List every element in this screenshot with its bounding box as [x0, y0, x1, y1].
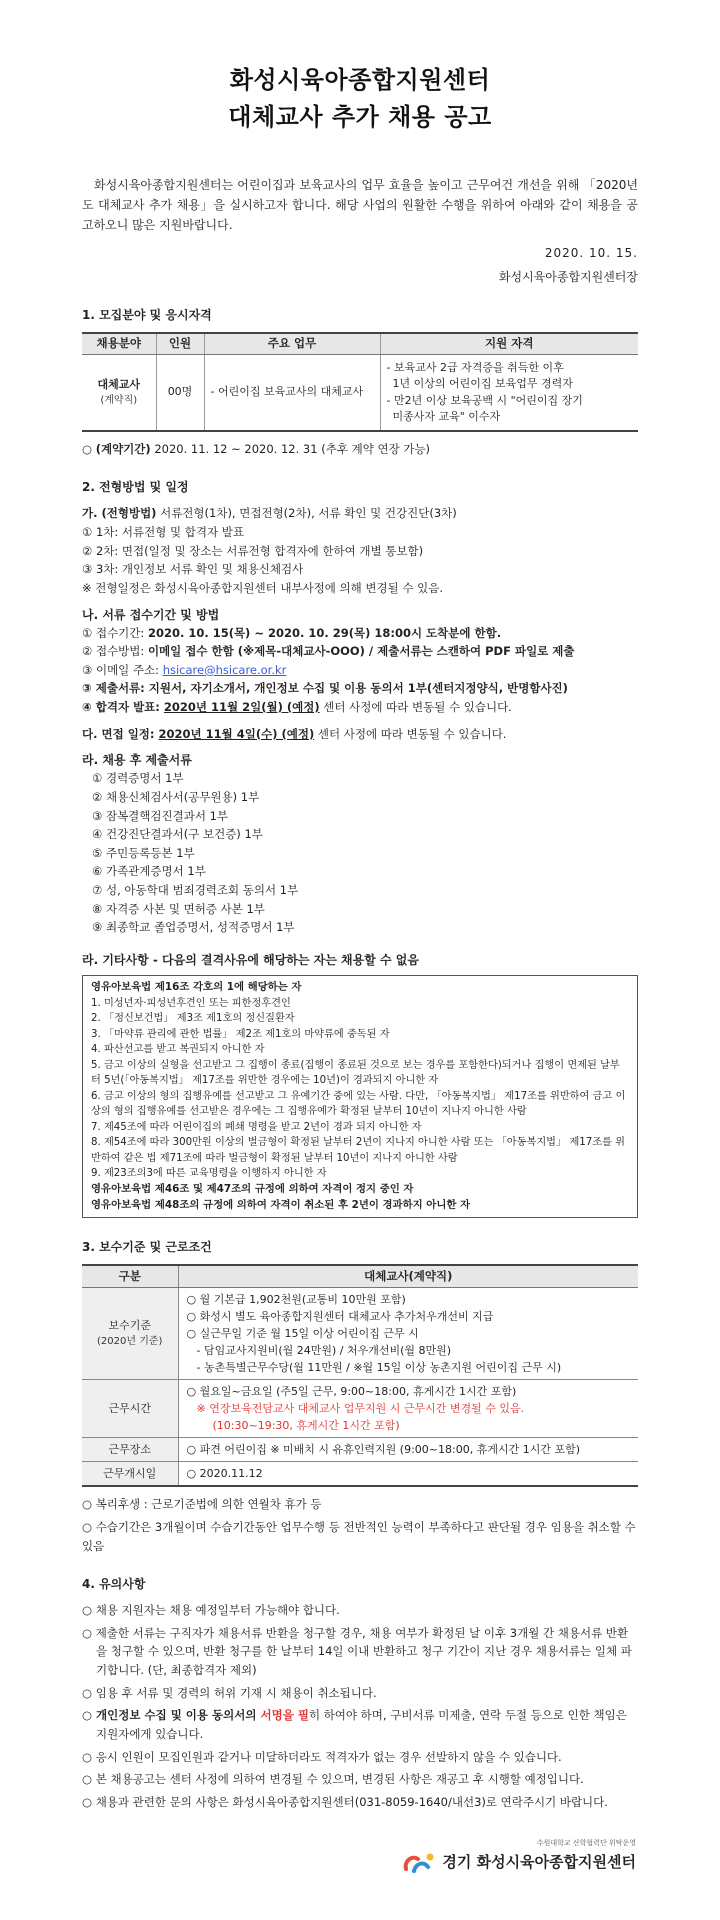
col-field-header: 채용분야	[82, 333, 156, 355]
consent-rest: 히 하여야 하며, 구비서류 미제출, 연락 두절 등으로 인한 책임은 지원자에게 있습니다.	[96, 1708, 627, 1741]
list-item: 3. 「마약류 관리에 관한 법률」 제2조 제1호의 마약류에 중독된 자	[91, 1028, 390, 1040]
contract-text: 2020. 11. 12 ~ 2020. 12. 31 (추후 계약 연장 가능)	[154, 441, 431, 456]
email-link[interactable]: hsicare@hsicare.or.kr	[162, 662, 287, 677]
application-period	[82, 624, 638, 643]
selection-method-label: 가. (전형방법)	[82, 506, 157, 521]
section1-title: 1. 모집분야 및 응시자격	[82, 307, 212, 322]
list-item: 4. 파산선고를 받고 복권되지 아니한 자	[91, 1044, 265, 1056]
col-qual-header: 지원 자격	[380, 333, 638, 355]
list-item: ⑤ 주민등록등본 1부	[92, 845, 195, 860]
field-value: 대체교사	[97, 377, 140, 391]
col-duty-header: 주요 업무	[204, 333, 380, 355]
qual-line: - 보육교사 2급 자격증을 취득한 이후	[386, 360, 564, 374]
pay-line: ○ 월 기본급 1,902천원(교통비 10만원 포함)	[186, 1292, 406, 1306]
hours-line: ○ 월요일~금요일 (주5일 근무, 9:00~18:00, 휴게시간 1시간 포함)	[186, 1385, 517, 1399]
consent-red: 서명을 필	[260, 1708, 309, 1723]
list-item: ⑧ 자격증 사본 및 면허증 사본 1부	[92, 901, 265, 916]
list-item: ⑥ 가족관계증명서 1부	[92, 864, 206, 879]
pay-line: ○ 실근무일 기준 월 15일 이상 어린이집 근무 시	[186, 1326, 419, 1340]
application-subtitle: 나. 서류 접수기간 및 방법	[82, 607, 220, 622]
list-item: 6. 금고 이상의 형의 집행유예를 선고받고 그 유예기간 중에 있는 사람. 다만, 「아동복지법」 제17조를 위반하여 금고 이상의 형의 집행유예를 선고받은 경우에는 그 집행유예가 확정된 날부터 10년이 지나지 아니한 사람	[91, 1090, 626, 1118]
application-period-value: 2020. 10. 15(목) ~ 2020. 10. 29(목) 18:00시 도착분에 한함.	[147, 625, 502, 640]
notice-date: 2020. 10. 15.	[544, 245, 638, 260]
conditions-table	[82, 1264, 638, 1487]
start-cell: ○ 2020.11.12	[178, 1462, 638, 1487]
field-cell	[82, 355, 156, 431]
list-item: ○ 임용 후 서류 및 경력의 허위 기재 시 채용이 취소됩니다.	[82, 1685, 377, 1700]
interview-label: 다. 면접 일정:	[82, 726, 159, 741]
contract-bullet: ○	[82, 441, 96, 456]
disqualification-title: 라. 기타사항 - 다음의 결격사유에 해당하는 자는 채용할 수 없음	[82, 952, 419, 967]
email-label: ③ 이메일 주소:	[82, 662, 163, 677]
list-item: ○ 제출한 서류는 구직자가 채용서류 반환을 청구할 경우, 채용 여부가 확정된 날 이후 3개월 간 채용서류 반환을 청구할 수 있으며, 반환 청구를 한 날부터 14일 이내 반환하고 청구 기간이 지난 경우 채용서류는 일체 파기합니다. (단, 최종합격자 제외)	[82, 1625, 632, 1678]
col-category-header: 구분	[82, 1265, 178, 1287]
duty-cell: - 어린이집 보육교사의 대체교사	[204, 355, 380, 431]
list-item: 8. 제54조에 따라 300만원 이상의 벌금형이 확정된 날부터 2년이 지나지 아니한 사람 또는 「아동복지법」 제17조를 위반하여 같은 법 제71조에 따라 벌금형이 확정된 날부터 10년이 지나지 아니한 사람	[91, 1137, 626, 1164]
application-period-label: ① 접수기간:	[82, 625, 148, 640]
list-item: 5. 금고 이상의 실형을 선고받고 그 집행이 종료(집행이 종료된 것으로 보는 경우를 포함한다)되거나 집행이 면제된 날부터 5년(「아동복지법」 제17조를 위반한 경우에는 10년)이 경과되지 아니한 자	[91, 1059, 620, 1087]
box-tail: 영유아보육법 제46조 및 제47조의 규정에 의하여 자격이 정지 중인 자	[91, 1182, 414, 1195]
col-teacher-header: 대체교사(계약직)	[178, 1265, 638, 1287]
list-item	[82, 1706, 638, 1743]
footer-logo	[402, 1838, 636, 1875]
hours-note-red: ※ 연장보육전담교사 대체교사 업무지원 시 근무시간 변경될 수 있음.	[196, 1402, 525, 1416]
list-item: 7. 제45조에 따라 어린이집의 폐쇄 명령을 받고 2년이 경과 되지 아니한 자	[91, 1121, 422, 1133]
hours-head: 근무시간	[82, 1380, 178, 1438]
table-row	[82, 1462, 638, 1487]
list-item: ② 2차: 면접(일정 및 장소는 서류전형 합격자에 한하여 개별 통보함)	[82, 543, 424, 558]
pay-head-cell	[82, 1287, 178, 1379]
list-item: ○ 응시 인원이 모집인원과 같거나 미달하더라도 적격자가 없는 경우 선발하지 않을 수 있습니다.	[82, 1749, 562, 1764]
list-item: ※ 전형일정은 화성시육아종합지원센터 내부사정에 의해 변경될 수 있음.	[82, 580, 444, 595]
qualification-cell	[380, 355, 638, 431]
place-head: 근무장소	[82, 1438, 178, 1462]
pay-cell	[178, 1287, 638, 1379]
selection-method	[82, 504, 638, 523]
section4-title: 4. 유의사항	[82, 1577, 146, 1592]
contract-period	[82, 440, 638, 459]
footer-operator: 수원대학교 산학협력단 위탁운영	[536, 1839, 636, 1847]
post-hire-docs-title: 라. 채용 후 제출서류	[82, 753, 192, 768]
start-head: 근무개시일	[82, 1462, 178, 1487]
list-item: ④ 건강진단결과서(구 보건증) 1부	[92, 827, 263, 842]
selection-method-text: 서류전형(1차), 면접전형(2차), 서류 확인 및 건강진단(3차)	[160, 506, 457, 521]
qual-line: - 만2년 이상 보육공백 시 "어린이집 장기	[386, 393, 583, 407]
footer-brand	[402, 1851, 636, 1875]
place-cell: ○ 파견 어린이집 ※ 미배치 시 유휴인력지원 (9:00~18:00, 휴게시간 1시간 포함)	[178, 1438, 638, 1462]
page-title-notice: 대체교사 추가 채용 공고	[228, 103, 492, 132]
list-item: ③ 잠복결핵검진결과서 1부	[92, 808, 229, 823]
contract-label: (계약기간)	[95, 441, 151, 456]
intro-paragraph: 화성시육아종합지원센터는 어린이집과 보육교사의 업무 효율을 높이고 근무여건 개선을 위해 「2020년도 대체교사 추가 채용」을 실시하고자 합니다. 해당 사업의 원활한 수행을 위하여 아래와 같이 채용을 공고하오니 많은 지원바랍니다.	[82, 178, 638, 232]
hours-cell	[178, 1380, 638, 1438]
col-count-header: 인원	[156, 333, 204, 355]
consent-bold: ○ 개인정보 수집 및 이용 동의서의	[82, 1708, 261, 1723]
pay-line: - 농촌특별근무수당(월 11만원 / ※월 15일 이상 농촌지원 어린이집 근무 시)	[196, 1361, 562, 1375]
section3-title: 3. 보수기준 및 근로조건	[82, 1240, 212, 1255]
count-cell: 00명	[156, 355, 204, 431]
title-block	[82, 0, 638, 136]
list-item: ① 경력증명서 1부	[92, 771, 184, 786]
center-logo-icon	[402, 1851, 436, 1875]
result-announcement	[82, 698, 638, 717]
recruitment-table	[82, 332, 638, 432]
table-row	[82, 1287, 638, 1379]
list-item: ② 채용신체검사서(공무원용) 1부	[92, 789, 260, 804]
application-email	[82, 661, 638, 680]
post-hire-docs-list	[82, 769, 638, 937]
box-tail: 영유아보육법 제48조의 규정에 의하여 자격이 취소된 후 2년이 경과하지 아니한 자	[91, 1198, 471, 1211]
list-item: ① 1차: 서류전형 및 합격자 발표	[82, 525, 244, 540]
list-item: 1. 미성년자·피성년후견인 또는 피한정후견인	[91, 997, 291, 1009]
welfare-note: ○ 복리후생 : 근로기준법에 의한 연월차 휴가 등	[82, 1497, 322, 1512]
list-item: ○ 채용과 관련한 문의 사항은 화성시육아종합지원센터(031-8059-1640/내선3)로 연락주시기 바랍니다.	[82, 1794, 608, 1809]
result-label: ④ 합격자 발표:	[82, 700, 164, 715]
pay-head-sub: (2020년 기준)	[97, 1336, 163, 1348]
list-item: ⑦ 성, 아동학대 범죄경력조회 동의서 1부	[92, 883, 299, 898]
pay-line: ○ 화성시 별도 육아종합지원센터 대체교사 추가처우개선비 지급	[186, 1309, 494, 1323]
pay-line: - 담임교사지원비(월 24만원) / 처우개선비(월 8만원)	[196, 1343, 452, 1357]
notice-signer: 화성시육아종합지원센터장	[498, 269, 638, 284]
disqualification-box	[82, 975, 638, 1218]
qual-line: 미종사자 교육" 이수자	[392, 410, 501, 424]
section2-title: 2. 전형방법 및 일정	[82, 480, 189, 495]
interview-note: 센터 사정에 따라 변동될 수 있습니다.	[314, 726, 507, 741]
box-heading: 영유아보육법 제16조 각호의 1에 해당하는 자	[91, 980, 302, 993]
list-item: 2. 「정신보건법」 제3조 제1호의 정신질환자	[91, 1013, 295, 1025]
list-item: ○ 채용 지원자는 채용 예정일부터 가능해야 합니다.	[82, 1603, 340, 1618]
interview-date: 2020년 11월 4일(수) (예정)	[158, 726, 315, 741]
table-row	[82, 355, 638, 431]
pay-head: 보수기준	[108, 1319, 151, 1333]
list-item: ③ 3차: 개인정보 서류 확인 및 채용신체검사	[82, 562, 304, 577]
result-note: 센터 사정에 따라 변동될 수 있습니다.	[319, 700, 512, 715]
probation-note: ○ 수습기간은 3개월이며 수습기간동안 업무수행 등 전반적인 능력이 부족하다고 판단될 경우 임용을 취소할 수 있음	[82, 1519, 636, 1553]
hours-note-red: (10:30~19:30, 휴게시간 1시간 포함)	[212, 1419, 400, 1433]
application-method-value: 이메일 접수 한함 (※제목-대체교사-OOO) / 제출서류는 스캔하여 PDF 파일로 제출	[147, 644, 575, 659]
field-subtext: (계약직)	[100, 395, 138, 407]
table-row	[82, 1438, 638, 1462]
table-row	[82, 1380, 638, 1438]
result-date: 2020년 11월 2일(월) (예정)	[163, 700, 320, 715]
list-item: 9. 제23조의3에 따른 교육명령을 이행하지 아니한 자	[91, 1168, 327, 1180]
qual-line: 1년 이상의 어린이집 보육업무 경력자	[392, 377, 573, 391]
required-documents: ③ 제출서류: 지원서, 자기소개서, 개인정보 수집 및 이용 동의서 1부(센터지정양식, 반명함사진)	[82, 681, 568, 696]
list-item: ⑨ 최종학교 졸업증명서, 성적증명서 1부	[92, 920, 295, 935]
list-item: ○ 본 채용공고는 센터 사정에 의하여 변경될 수 있으며, 변경된 사항은 재공고 후 시행할 예정입니다.	[82, 1772, 584, 1787]
application-method	[82, 642, 638, 661]
application-method-label: ② 접수방법:	[82, 644, 148, 659]
interview-schedule	[82, 725, 638, 744]
page-title-org: 화성시육아종합지원센터	[229, 66, 491, 94]
footer-org-name: 경기 화성시육아종합지원센터	[442, 1853, 636, 1872]
